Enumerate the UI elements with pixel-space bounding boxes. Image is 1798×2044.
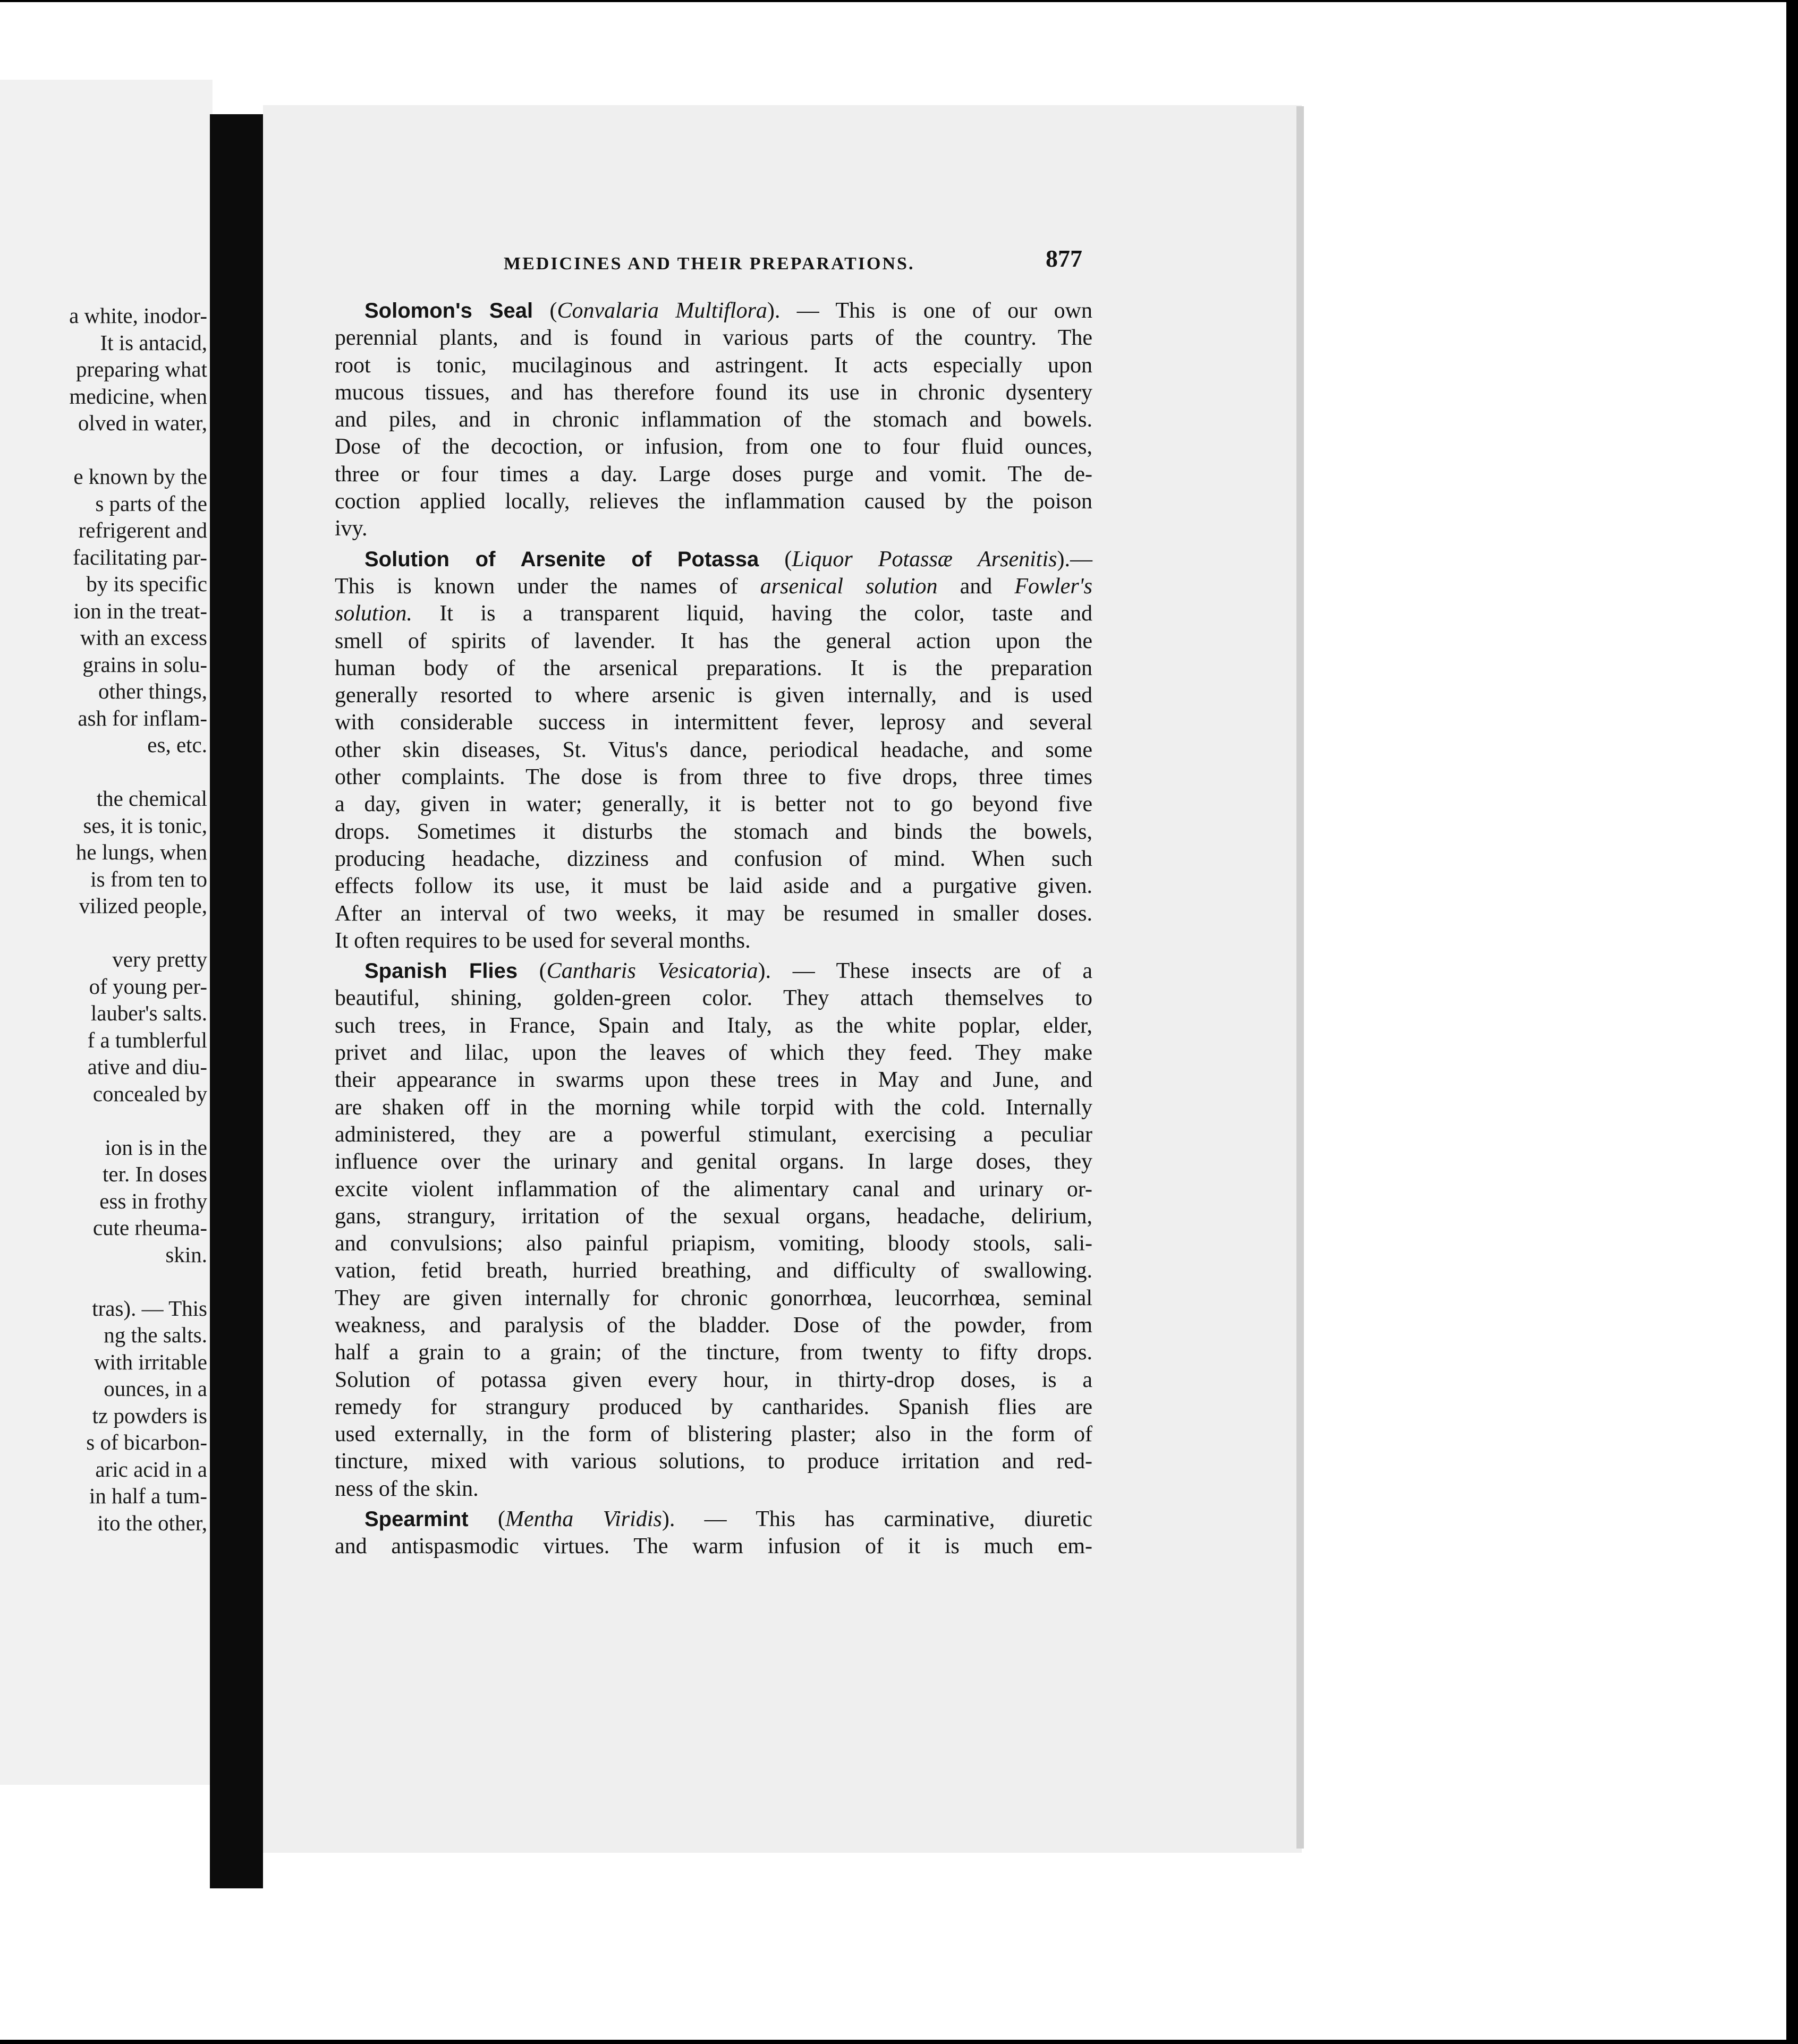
running-head: MEDICINES AND THEIR PREPARATIONS. (504, 254, 915, 274)
left-page-line: s of bicarbon- (86, 1430, 207, 1454)
text-line: ivy. (335, 516, 368, 541)
right-border (1786, 0, 1798, 2044)
text-line: three or four times a day. Large doses purge and vomit. The de- (335, 462, 1092, 487)
text-line: administered, they are a powerful stimulant, exercising a peculiar (335, 1122, 1092, 1147)
text-line: gans, strangury, irritation of the sexual organs, headache, delirium, (335, 1204, 1092, 1229)
text-line: drops. Sometimes it disturbs the stomach and binds the bowels, (335, 819, 1092, 844)
text-line: They are given internally for chronic gonorrhœa, leucorrhœa, seminal (335, 1285, 1092, 1310)
left-page-line: ng the salts. (104, 1323, 207, 1347)
left-page-line: the chemical (96, 786, 207, 811)
left-page-line: very pretty (112, 947, 207, 972)
text-line: and convulsions; also painful priapism, vomiting, bloody stools, sali- (335, 1231, 1092, 1256)
text-line: producing headache, dizziness and confusion of mind. When such (335, 846, 1092, 871)
left-page-line: ess in frothy (99, 1188, 207, 1213)
entry-first-line: Spearmint (Mentha Viridis). — This has carminative, diuretic (364, 1507, 1092, 1532)
left-page-line: is from ten to (90, 866, 207, 891)
text-line: coction applied locally, relieves the inflammation caused by the poison (335, 489, 1092, 514)
left-page-line: ito the other, (97, 1510, 207, 1535)
text-line: tincture, mixed with various solutions, to produce irritation and red- (335, 1449, 1092, 1474)
left-page-line: of young per- (89, 974, 207, 999)
top-border (0, 0, 1798, 2)
page-edge-shadow (1296, 106, 1304, 1849)
book-gutter (210, 114, 263, 1888)
left-page-line: refrigerent and (78, 518, 207, 542)
left-page-line: f a tumblerful (87, 1027, 207, 1052)
text-line: other complaints. The dose is from three to five drops, three times (335, 765, 1092, 790)
left-page-line: ative and diu- (87, 1054, 207, 1079)
text-line: a day, given in water; generally, it is better not to go beyond five (335, 792, 1092, 817)
entry-arsenite-of-potassa (335, 546, 1092, 955)
left-page-line: ter. In doses (103, 1162, 207, 1186)
text-line: influence over the urinary and genital organs. In large doses, they (335, 1149, 1092, 1174)
entry-heading: Solomon's Seal (364, 299, 533, 322)
text-line (335, 600, 1092, 627)
left-page-line: other things, (98, 679, 207, 703)
latin-name: Cantharis Vesicatoria (546, 959, 758, 984)
left-page-line: ses, it is tonic, (83, 813, 207, 838)
entry-solomons-seal (335, 297, 1092, 543)
left-page-line: he lungs, when (75, 840, 207, 864)
left-page-line: cute rheuma- (92, 1215, 207, 1240)
text-line: This is one of our own (835, 299, 1092, 323)
left-page-line: olved in water, (78, 411, 207, 435)
text-line: vation, fetid breath, hurried breathing, and difficulty of swallowing. (335, 1258, 1092, 1283)
text-line: such trees, in France, Spain and Italy, as the white poplar, elder, (335, 1013, 1092, 1038)
italic-term: solution. (335, 601, 412, 626)
text-line: are shaken off in the morning while torpid with the cold. Internally (335, 1095, 1092, 1120)
entry-heading: Spanish Flies (364, 959, 518, 983)
left-page-line: preparing what (75, 357, 207, 381)
entry-heading: Solution of Arsenite of Potassa (364, 547, 759, 571)
left-page-line: ion is in the (105, 1135, 207, 1160)
left-page-line: in half a tum- (89, 1484, 207, 1508)
text-line (335, 573, 1092, 600)
left-page-line: tras). — This (92, 1296, 207, 1321)
text-line: Dose of the decoction, or infusion, from one to four fluid ounces, (335, 435, 1092, 459)
left-page-line: with an excess (80, 625, 207, 650)
text-line: other skin diseases, St. Vitus's dance, periodical headache, and some (335, 737, 1092, 762)
text-fragment: It is a transparent liquid, having the color, taste and (439, 601, 1093, 626)
left-page-line: a white, inodor- (69, 303, 207, 328)
left-page-line: lauber's salts. (90, 1001, 207, 1025)
text-line: ness of the skin. (335, 1476, 479, 1501)
latin-name: Convalaria Multiflora (557, 299, 767, 323)
text-line: It often requires to be used for several months. (335, 928, 751, 953)
entry-heading: Spearmint (364, 1508, 469, 1531)
text-line: privet and lilac, upon the leaves of which they feed. They make (335, 1041, 1092, 1066)
entry-spearmint (335, 1506, 1092, 1561)
text-line: generally resorted to where arsenic is given internally, and is used (335, 683, 1092, 708)
text-line: smell of spirits of lavender. It has the general action upon the (335, 628, 1092, 653)
text-line: and piles, and in chronic inflammation of the stomach and bowels. (335, 407, 1092, 432)
text-line: remedy for strangury produced by cantharides. Spanish flies are (335, 1394, 1092, 1419)
left-page-line: e known by the (73, 464, 207, 489)
text-line: These insects are of a (836, 959, 1092, 984)
text-line: human body of the arsenical preparations. It is the preparation (335, 655, 1092, 680)
entry-first-line: Solution of Arsenite of Potassa (Liquor Potassæ Arsenitis).— (364, 547, 1092, 572)
bottom-border (0, 2040, 1798, 2044)
left-page-line: It is antacid, (100, 330, 207, 355)
text-line: their appearance in swarms upon these trees in May and June, and (335, 1068, 1092, 1093)
text-line: used externally, in the form of blistering plaster; also in the form of (335, 1422, 1092, 1447)
entry-spanish-flies (335, 958, 1092, 1503)
text-line: with considerable success in intermittent fever, leprosy and several (335, 710, 1092, 735)
text-line: This has carminative, diuretic (756, 1507, 1092, 1532)
left-page-line: es, etc. (147, 733, 207, 757)
text-line: and antispasmodic virtues. The warm infusion of it is much em- (335, 1534, 1092, 1559)
entry-first-line: Solomon's Seal (Convalaria Multiflora). — This is one of our own (364, 299, 1092, 323)
left-page-line: ounces, in a (104, 1376, 207, 1401)
latin-name: Liquor Potassæ Arsenitis (792, 547, 1057, 572)
left-page-line: medicine, when (69, 384, 207, 408)
page-number: 877 (1046, 245, 1082, 272)
left-page-line: vilized people, (79, 893, 207, 918)
text-line: Solution of potassa given every hour, in thirty-drop doses, is a (335, 1367, 1092, 1392)
page-body (335, 297, 1092, 1564)
text-fragment: and (960, 574, 993, 599)
text-line: root is tonic, mucilaginous and astringent. It acts especially upon (335, 353, 1092, 378)
text-line: excite violent inflammation of the alimentary canal and urinary or- (335, 1177, 1092, 1202)
left-page-line: ash for inflam- (78, 705, 207, 730)
text-line: beautiful, shining, golden-green color. They attach themselves to (335, 986, 1092, 1011)
left-facing-page (0, 80, 213, 1785)
left-page-line: grains in solu- (82, 652, 207, 677)
left-page-line: tz powders is (92, 1403, 207, 1428)
left-page-line: aric acid in a (95, 1457, 207, 1481)
text-line: After an interval of two weeks, it may be resumed in smaller doses. (335, 901, 1092, 926)
left-page-line: ion in the treat- (73, 598, 207, 623)
text-line: weakness, and paralysis of the bladder. Dose of the powder, from (335, 1313, 1092, 1338)
left-page-line: facilitating par- (72, 544, 207, 569)
left-page-line: with irritable (94, 1349, 207, 1374)
text-line: mucous tissues, and has therefore found its use in chronic dysentery (335, 380, 1092, 405)
latin-name: Mentha Viridis (505, 1507, 662, 1532)
left-page-line: concealed by (92, 1081, 207, 1106)
italic-term: arsenical solution (760, 574, 938, 599)
italic-term: Fowler's (1014, 574, 1092, 599)
entry-first-line: Spanish Flies (Cantharis Vesicatoria). — These insects are of a (364, 959, 1092, 984)
text-line: half a grain to a grain; of the tincture, from twenty to fifty drops. (335, 1340, 1092, 1365)
text-fragment: This is known under the names of (335, 574, 738, 599)
left-page-line: s parts of the (95, 491, 207, 516)
text-line: perennial plants, and is found in various parts of the country. The (335, 326, 1092, 351)
text-line: effects follow its use, it must be laid aside and a purgative given. (335, 874, 1092, 899)
left-page-line: by its specific (86, 572, 207, 596)
left-page-line: skin. (165, 1242, 207, 1267)
